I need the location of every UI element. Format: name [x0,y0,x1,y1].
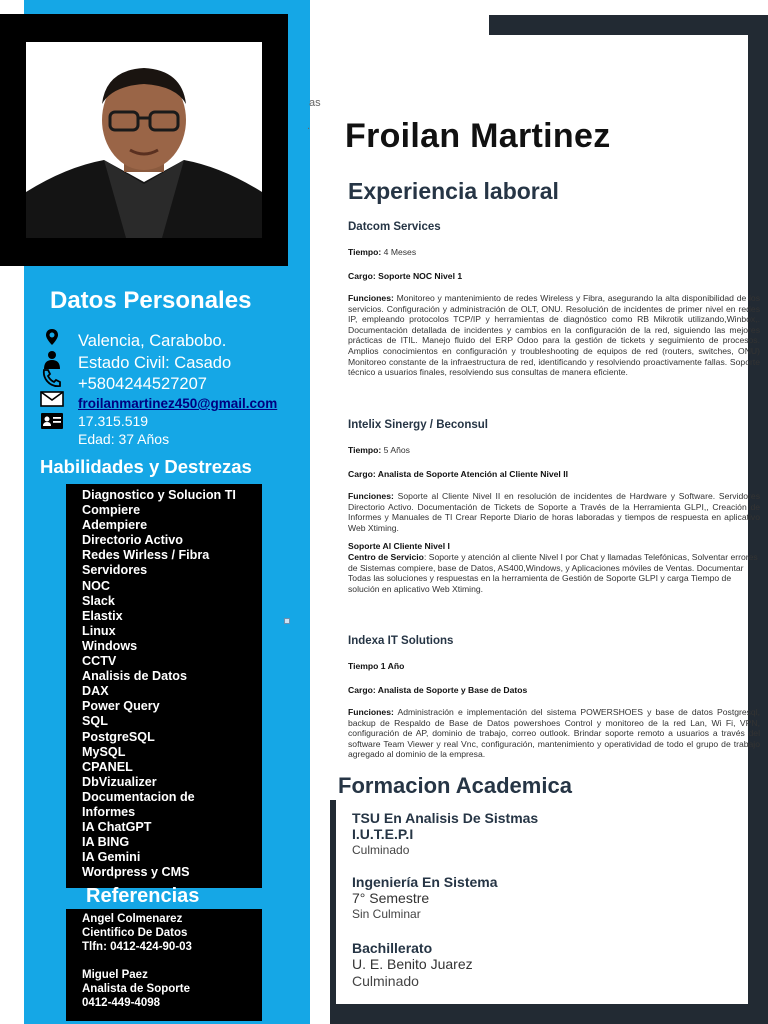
education-status: Sin Culminar [352,907,421,921]
skill-item: PostgreSQL [82,729,155,744]
job-functions: Funciones: Soporte al Cliente Nivel II en resolución de incidentes de Hardware y Software. Servidores Directorio Activo. Documentación de Tickets de Soporte a Través de la Herramienta GLPI,, Creación de Informes y Manuales de TI Crear Reporte Diario de horas laboradas y tiempos de respuesta en aplicativo Web Xtiming. [348,491,760,533]
skill-item: SQL [82,714,108,729]
personal-data-heading: Datos Personales [50,287,252,314]
skill-item: Power Query [82,699,160,714]
education-school: U. E. Benito Juarez [352,956,473,972]
job-entry [348,635,760,760]
job-company: Indexa IT Solutions [348,635,454,647]
person-icon [40,350,64,370]
skill-item: NOC [82,578,110,593]
age-text: Edad: 37 Años [78,431,170,447]
skill-item: Slack [82,593,115,608]
job-position: Cargo: Soporte NOC Nivel 1 [348,271,463,281]
education-item [352,874,498,921]
decorative-frame-left [330,800,336,1024]
references-panel [66,909,262,1021]
education-school: 7° Semestre [352,890,430,906]
skill-item: Wordpress y CMS [82,865,190,880]
education-degree: Bachillerato [352,940,433,956]
decorative-frame-top [489,15,768,35]
skill-item: Servidores [82,563,148,578]
envelope-icon [40,389,64,409]
candidate-name: Froilan Martinez [345,117,611,155]
reference-phone: 0412-449-4098 [82,997,161,1009]
job-position: Cargo: Analista de Soporte Atención al Cliente Nivel II [348,469,568,479]
skill-item: Linux [82,623,116,638]
job-position: Cargo: Analista de Soporte y Base de Datos [348,685,528,695]
civil-status-text: Estado Civil: Casado [78,354,232,372]
profile-photo-frame [0,14,288,266]
skill-item: MySQL [82,744,126,759]
job-time: Tiempo: 5 Años [348,445,410,455]
profile-photo [26,42,262,238]
skill-item: DAX [82,684,109,699]
email-link[interactable]: froilanmartinez450@gmail.com [78,396,278,411]
reference-role: Analista de Soporte [82,983,190,995]
job-extra-role: Soporte Al Cliente Nivel I Centro de Servicio: Soporte y atención al cliente Nivel I por Chat y llamadas Telefónicas, Solventar errores de Sistemas compiere, base de Datos, AS400,Windows, y Aplicaciones móviles de Ventas. Documentar Todas las soluciones y respuestas en la herramienta de Gestión de Soporte GLPI y carga Tiempo de solución en aplicativo Web Xtiming. [348,541,758,594]
education-item [352,810,538,857]
reference-name: Miguel Paez [82,969,148,981]
job-company: Intelix Sinergy / Beconsul [348,419,488,431]
skill-item: IA BING [82,835,130,850]
skill-item: Documentacion de [82,789,195,804]
job-entry [348,419,760,594]
job-time: Tiempo 1 Año [348,661,405,671]
job-time: Tiempo: 4 Meses [348,247,417,257]
education-status: Culminado [352,973,419,989]
skill-item: Analisis de Datos [82,669,187,684]
reference-name: Angel Colmenarez [82,913,183,925]
job-company: Datcom Services [348,221,441,233]
location-text: Valencia, Carabobo. [78,332,227,350]
education-heading: Formacion Academica [338,773,572,798]
skills-list [66,484,262,880]
stray-text: . [307,120,311,132]
skills-panel [66,484,262,888]
job-functions: Funciones: Monitoreo y mantenimiento de redes Wireless y Fibra, asegurando la alta disponibilidad de los servicios. Configuración y administración de OLT, ONU. Resolución de incidentes de primer nivel en redes IP, empleando protocolos TCP/IP y herramientas de diagnóstico como RB Mikrotik utilizando,Winbox,. Documentación detallada de incidentes y cambios en la configuración de la red, siguiendo las mejores prácticas de ITIL. Manejo fluido del ERP Odoo para la gestión de tickets y seguimiento de procesos. Amplios conocimientos en configuración y troubleshooting de equipos de red (routers, switches, ONU) Monitoreo constante de la infraestructura de red, identificando y resolviendo proactivamente fallas. Soporte técnico a usuarios finales, resolviendo sus consultas de manera eficiente. [348,293,760,378]
skill-item: Informes [82,804,136,819]
skill-item: Directorio Activo [82,533,184,548]
skill-item: Windows [82,638,138,653]
skill-item: CCTV [82,654,117,669]
references-heading: Referencias [86,885,200,907]
stray-marker [284,618,290,624]
phone-icon [40,368,64,388]
location-pin-icon [40,328,64,348]
skill-item: Adempiere [82,518,148,533]
education-school: I.U.T.E.P.I [352,826,414,842]
skills-heading: Habilidades y Destrezas [40,456,252,477]
id-card-icon [40,411,64,431]
stray-text: as [309,97,321,109]
reference-role: Cientifico De Datos [82,927,188,939]
education-status: Culminado [352,843,410,857]
skill-item: Diagnostico y Solucion TI [82,488,236,502]
id-number-text: 17.315.519 [78,413,149,429]
decorative-frame-bottom [330,1004,768,1024]
skill-item: CPANEL [82,759,133,774]
education-degree: Ingeniería En Sistema [352,874,498,890]
job-entry [348,221,760,378]
reference-phone: Tlfn: 0412-424-90-03 [82,941,192,953]
skill-item: DbVizualizer [82,774,157,789]
job-functions: Funciones: Administración e implementación del sistema POWERSHOES y base de datos Postgresql, backup de Respaldo de Base de Datos powershoes Control y monitoreo de la red Lan, Wi Fi, VPN, configuración de AP, dominio de trabajo, correo outlook. Brindar soporte remoto a usuarios a través del software Team Viewer y real Vnc, configuración, mantenimiento y operatividad de todo el grupo de trabajo agregado al dominio de la empresa. [348,707,760,760]
education-item [352,940,473,990]
phone-text: +5804244527207 [78,375,207,393]
skill-item: Elastix [82,608,123,623]
education-degree: TSU En Analisis De Sistmas [352,810,539,826]
skill-item: IA Gemini [82,850,141,865]
experience-heading: Experiencia laboral [348,178,559,204]
skill-item: IA ChatGPT [82,820,152,835]
skill-item: Compiere [82,503,141,518]
skill-item: Redes Wirless / Fibra [82,548,210,563]
